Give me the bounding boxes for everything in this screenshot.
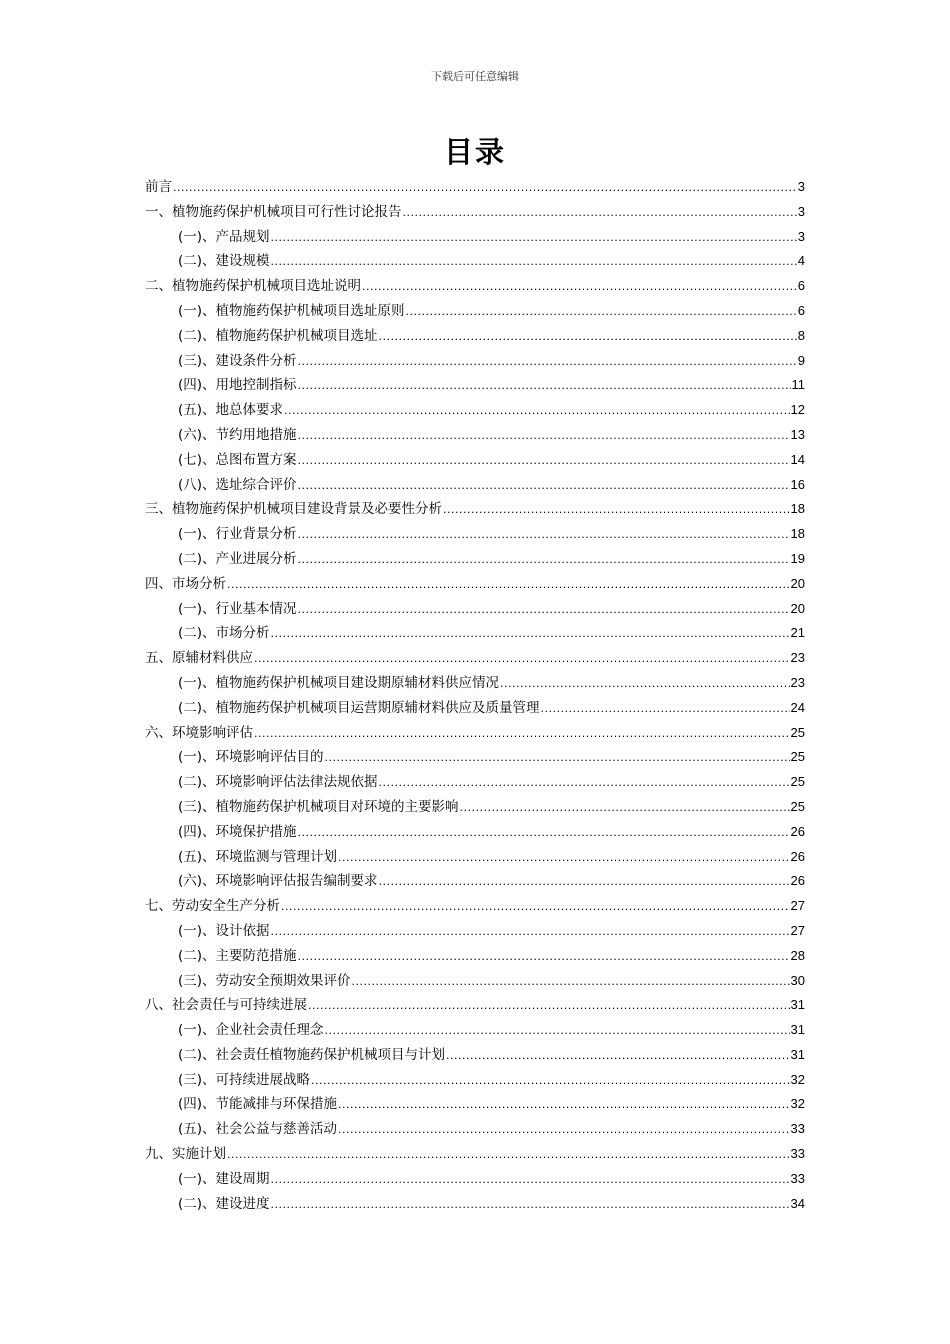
toc-entry-page-number: 16 bbox=[790, 476, 805, 492]
toc-entry-page-number: 13 bbox=[790, 426, 805, 442]
toc-dot-leader bbox=[271, 622, 790, 647]
toc-entry-page-number: 18 bbox=[790, 526, 805, 542]
toc-section-entry[interactable] bbox=[145, 919, 805, 944]
toc-chapter-entry[interactable] bbox=[145, 1142, 805, 1167]
toc-dot-leader bbox=[460, 796, 790, 821]
toc-entry-label: (一)、建设周期 bbox=[178, 1170, 270, 1187]
toc-entry-label: (三)、劳动安全预期效果评价 bbox=[178, 972, 351, 989]
toc-entry-label: (六)、节约用地措施 bbox=[178, 426, 297, 443]
toc-entry-page-number: 32 bbox=[790, 1096, 805, 1112]
toc-dot-leader bbox=[406, 300, 797, 325]
toc-dot-leader bbox=[298, 598, 790, 623]
toc-section-entry[interactable] bbox=[145, 696, 805, 721]
toc-entry-page-number: 34 bbox=[790, 1195, 805, 1211]
toc-entry-label: (四)、环境保护措施 bbox=[178, 823, 297, 840]
toc-section-entry[interactable] bbox=[145, 969, 805, 994]
toc-dot-leader bbox=[379, 325, 797, 350]
toc-section-entry[interactable] bbox=[145, 869, 805, 894]
toc-section-entry[interactable] bbox=[145, 1018, 805, 1043]
toc-entry-page-number: 11 bbox=[791, 377, 805, 393]
toc-entry-page-number: 25 bbox=[790, 774, 805, 790]
toc-section-entry[interactable] bbox=[145, 671, 805, 696]
toc-entry-label: 三、植物施药保护机械项目建设背景及必要性分析 bbox=[145, 501, 442, 518]
toc-entry-page-number: 33 bbox=[790, 1146, 805, 1162]
toc-dot-leader bbox=[271, 250, 797, 275]
toc-dot-leader bbox=[298, 424, 790, 449]
toc-dot-leader bbox=[311, 1069, 789, 1094]
toc-chapter-entry[interactable] bbox=[145, 200, 805, 225]
toc-entry-page-number: 25 bbox=[790, 724, 805, 740]
toc-dot-leader bbox=[541, 697, 790, 722]
toc-section-entry[interactable] bbox=[145, 770, 805, 795]
toc-chapter-entry[interactable] bbox=[145, 993, 805, 1018]
toc-entry-page-number: 25 bbox=[790, 749, 805, 765]
toc-section-entry[interactable] bbox=[145, 1117, 805, 1142]
toc-chapter-entry[interactable] bbox=[145, 894, 805, 919]
toc-dot-leader bbox=[338, 846, 789, 871]
toc-entry-label: (一)、行业基本情况 bbox=[178, 600, 297, 617]
toc-dot-leader bbox=[352, 970, 790, 995]
toc-entry-page-number: 20 bbox=[790, 575, 805, 591]
toc-dot-leader bbox=[298, 449, 790, 474]
toc-dot-leader bbox=[379, 771, 790, 796]
toc-entry-page-number: 23 bbox=[790, 674, 805, 690]
toc-entry-label: (六)、环境影响评估报告编制要求 bbox=[178, 873, 378, 890]
toc-entry-label: (三)、植物施药保护机械项目对环境的主要影响 bbox=[178, 798, 459, 815]
toc-entry-label: (一)、产品规划 bbox=[178, 228, 270, 245]
toc-section-entry[interactable] bbox=[145, 225, 805, 250]
toc-entry-label: (二)、植物施药保护机械项目运营期原辅材料供应及质量管理 bbox=[178, 699, 540, 716]
toc-entry-label: (五)、社会公益与慈善活动 bbox=[178, 1121, 338, 1138]
toc-entry-page-number: 33 bbox=[790, 1170, 805, 1186]
toc-entry-page-number: 25 bbox=[790, 798, 805, 814]
toc-entry-page-number: 24 bbox=[790, 699, 805, 715]
toc-entry-page-number: 3 bbox=[797, 203, 805, 219]
toc-entry-label: 七、劳动安全生产分析 bbox=[145, 898, 280, 915]
toc-entry-label: 六、环境影响评估 bbox=[145, 724, 253, 741]
toc-section-entry[interactable] bbox=[145, 597, 805, 622]
toc-section-entry[interactable] bbox=[145, 398, 805, 423]
toc-section-entry[interactable] bbox=[145, 1043, 805, 1068]
toc-chapter-entry[interactable] bbox=[145, 721, 805, 746]
toc-chapter-entry[interactable] bbox=[145, 175, 805, 200]
toc-entry-label: 前言 bbox=[145, 179, 172, 195]
toc-entry-label: (五)、环境监测与管理计划 bbox=[178, 848, 338, 865]
toc-dot-leader bbox=[338, 1093, 789, 1118]
toc-dot-leader bbox=[298, 523, 790, 548]
toc-chapter-entry[interactable] bbox=[145, 646, 805, 671]
toc-dot-leader bbox=[271, 920, 790, 945]
toc-entry-page-number: 31 bbox=[790, 997, 805, 1013]
toc-entry-page-number: 30 bbox=[790, 972, 805, 988]
toc-entry-page-number: 14 bbox=[790, 451, 805, 467]
toc-entry-label: (一)、环境影响评估目的 bbox=[178, 749, 324, 766]
toc-entry-page-number: 9 bbox=[797, 352, 805, 368]
toc-dot-leader bbox=[298, 474, 790, 499]
toc-dot-leader bbox=[227, 573, 790, 598]
toc-entry-label: 二、植物施药保护机械项目选址说明 bbox=[145, 278, 361, 295]
toc-entry-label: (五)、地总体要求 bbox=[178, 402, 284, 419]
toc-dot-leader bbox=[325, 1019, 790, 1044]
toc-section-entry[interactable] bbox=[145, 1192, 805, 1217]
toc-entry-label: (二)、社会责任植物施药保护机械项目与计划 bbox=[178, 1046, 446, 1063]
toc-entry-page-number: 6 bbox=[797, 278, 805, 294]
toc-entry-page-number: 27 bbox=[790, 898, 805, 914]
toc-entry-label: (七)、总图布置方案 bbox=[178, 451, 297, 468]
toc-entry-label: (二)、建设进度 bbox=[178, 1195, 270, 1212]
toc-section-entry[interactable] bbox=[145, 547, 805, 572]
toc-dot-leader bbox=[403, 201, 797, 226]
toc-section-entry[interactable] bbox=[145, 249, 805, 274]
toc-entry-label: (二)、主要防范措施 bbox=[178, 947, 297, 964]
toc-dot-leader bbox=[443, 498, 790, 523]
toc-section-entry[interactable] bbox=[145, 1068, 805, 1093]
toc-entry-label: (一)、植物施药保护机械项目选址原则 bbox=[178, 302, 405, 319]
toc-section-entry[interactable] bbox=[145, 373, 805, 398]
toc-dot-leader bbox=[254, 647, 790, 672]
toc-section-entry[interactable] bbox=[145, 299, 805, 324]
toc-entry-page-number: 20 bbox=[790, 600, 805, 616]
toc-entry-label: (一)、植物施药保护机械项目建设期原辅材料供应情况 bbox=[178, 674, 500, 691]
toc-entry-page-number: 12 bbox=[790, 402, 805, 418]
toc-dot-leader bbox=[271, 1193, 790, 1218]
toc-section-entry[interactable] bbox=[145, 324, 805, 349]
toc-dot-leader bbox=[298, 821, 790, 846]
table-of-contents bbox=[145, 175, 805, 1216]
toc-title: 目录 bbox=[443, 135, 506, 169]
toc-entry-page-number: 19 bbox=[790, 550, 805, 566]
toc-entry-label: 一、植物施药保护机械项目可行性讨论报告 bbox=[145, 203, 402, 220]
toc-entry-page-number: 32 bbox=[790, 1071, 805, 1087]
toc-entry-label: 五、原辅材料供应 bbox=[145, 650, 253, 667]
toc-entry-label: (二)、产业进展分析 bbox=[178, 550, 297, 567]
toc-dot-leader bbox=[338, 1118, 789, 1143]
toc-dot-leader bbox=[298, 548, 790, 573]
toc-section-entry[interactable] bbox=[145, 349, 805, 374]
toc-dot-leader bbox=[227, 1143, 790, 1168]
toc-section-entry[interactable] bbox=[145, 621, 805, 646]
toc-entry-label: (三)、可持续进展战略 bbox=[178, 1071, 311, 1088]
toc-dot-leader bbox=[500, 672, 789, 697]
toc-dot-leader bbox=[298, 945, 790, 970]
toc-entry-page-number: 8 bbox=[797, 327, 805, 343]
toc-chapter-entry[interactable] bbox=[145, 274, 805, 299]
toc-section-entry[interactable] bbox=[145, 745, 805, 770]
toc-dot-leader bbox=[284, 399, 789, 424]
toc-dot-leader bbox=[173, 176, 797, 201]
toc-entry-label: 四、市场分析 bbox=[145, 575, 226, 592]
toc-entry-page-number: 6 bbox=[797, 302, 805, 318]
toc-entry-page-number: 18 bbox=[790, 501, 805, 517]
toc-entry-page-number: 33 bbox=[790, 1121, 805, 1137]
toc-entry-label: (一)、企业社会责任理念 bbox=[178, 1022, 324, 1039]
toc-section-entry[interactable] bbox=[145, 820, 805, 845]
toc-entry-page-number: 31 bbox=[790, 1046, 805, 1062]
toc-section-entry[interactable] bbox=[145, 845, 805, 870]
toc-entry-page-number: 31 bbox=[790, 1022, 805, 1038]
toc-section-entry[interactable] bbox=[145, 1167, 805, 1192]
toc-entry-page-number: 3 bbox=[797, 179, 805, 194]
toc-dot-leader bbox=[325, 746, 790, 771]
toc-entry-page-number: 26 bbox=[790, 873, 805, 889]
toc-dot-leader bbox=[298, 350, 797, 375]
toc-entry-label: (二)、环境影响评估法律法规依据 bbox=[178, 774, 378, 791]
toc-entry-label: 八、社会责任与可持续进展 bbox=[145, 997, 307, 1014]
toc-entry-label: 九、实施计划 bbox=[145, 1146, 226, 1163]
toc-entry-page-number: 26 bbox=[790, 848, 805, 864]
toc-dot-leader bbox=[281, 895, 790, 920]
toc-section-entry[interactable] bbox=[145, 423, 805, 448]
toc-dot-leader bbox=[379, 870, 790, 895]
toc-entry-label: (一)、设计依据 bbox=[178, 922, 270, 939]
toc-entry-page-number: 4 bbox=[797, 253, 805, 269]
toc-section-entry[interactable] bbox=[145, 795, 805, 820]
toc-entry-label: (一)、行业背景分析 bbox=[178, 526, 297, 543]
toc-chapter-entry[interactable] bbox=[145, 497, 805, 522]
toc-entry-label: (八)、选址综合评价 bbox=[178, 476, 297, 493]
toc-entry-label: (二)、建设规模 bbox=[178, 253, 270, 270]
toc-dot-leader bbox=[362, 275, 797, 300]
toc-entry-page-number: 26 bbox=[790, 823, 805, 839]
toc-entry-page-number: 28 bbox=[790, 947, 805, 963]
toc-dot-leader bbox=[446, 1044, 789, 1069]
toc-dot-leader bbox=[254, 722, 790, 747]
toc-dot-leader bbox=[271, 1168, 790, 1193]
toc-entry-page-number: 27 bbox=[790, 922, 805, 938]
toc-section-entry[interactable] bbox=[145, 448, 805, 473]
toc-dot-leader bbox=[271, 226, 797, 251]
toc-dot-leader bbox=[298, 374, 791, 399]
toc-dot-leader bbox=[308, 994, 790, 1019]
toc-entry-page-number: 23 bbox=[790, 650, 805, 666]
toc-section-entry[interactable] bbox=[145, 944, 805, 969]
page-header-note: 下载后可任意编辑 bbox=[431, 70, 519, 83]
toc-entry-page-number: 21 bbox=[790, 625, 805, 641]
toc-section-entry[interactable] bbox=[145, 1092, 805, 1117]
toc-entry-label: (二)、植物施药保护机械项目选址 bbox=[178, 327, 378, 344]
toc-section-entry[interactable] bbox=[145, 473, 805, 498]
toc-entry-page-number: 3 bbox=[797, 228, 805, 244]
toc-chapter-entry[interactable] bbox=[145, 572, 805, 597]
toc-entry-label: (二)、市场分析 bbox=[178, 625, 270, 642]
toc-entry-label: (三)、建设条件分析 bbox=[178, 352, 297, 369]
toc-section-entry[interactable] bbox=[145, 522, 805, 547]
toc-entry-label: (四)、节能减排与环保措施 bbox=[178, 1096, 338, 1113]
toc-entry-label: (四)、用地控制指标 bbox=[178, 377, 297, 394]
